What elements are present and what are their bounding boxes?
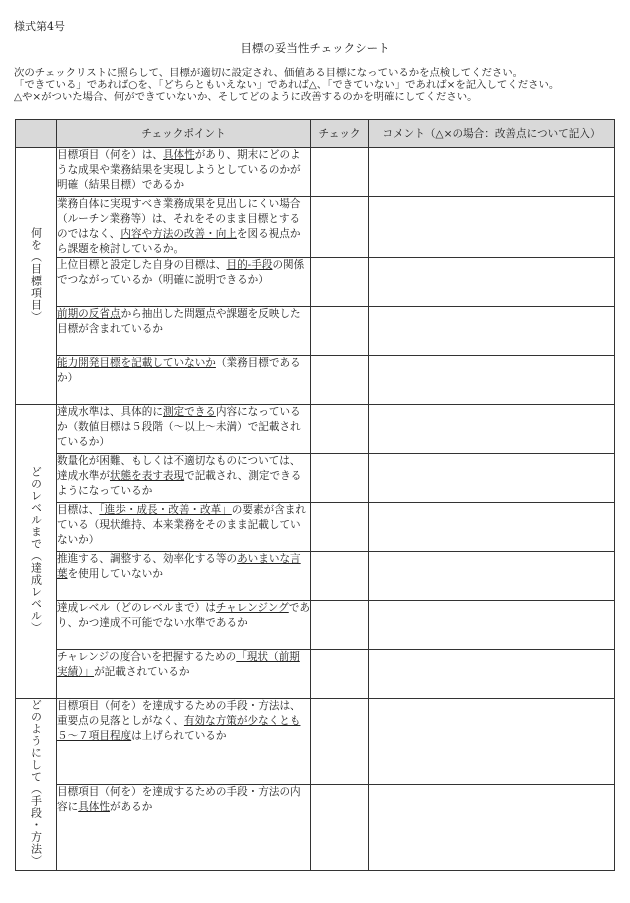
comment-cell[interactable] <box>369 785 615 871</box>
comment-cell[interactable] <box>369 197 615 258</box>
header-check-point: チェックポイント <box>57 120 311 148</box>
check-point-text: 前期の反省点から抽出した問題点や課題を反映した目標が含まれているか <box>57 307 311 356</box>
table-row <box>16 503 615 552</box>
category-label: 何を（目標項目） <box>29 226 43 323</box>
instruction-line-3: △や×がついた場合、何ができていないか、そしてどのように改善するのかを明確にしてください。 <box>14 91 478 104</box>
table-row <box>16 454 615 503</box>
category-label: どのレベルまで（達成レベル） <box>29 466 43 634</box>
table-row <box>16 148 615 197</box>
check-cell[interactable] <box>311 650 369 699</box>
page-title: 目標の妥当性チェックシート <box>240 41 390 55</box>
checklist-table <box>15 119 615 871</box>
comment-cell[interactable] <box>369 258 615 307</box>
table-row <box>16 785 615 871</box>
check-cell[interactable] <box>311 503 369 552</box>
check-point-text: 業務自体に実現すべき業務成果を見出しにくい場合（ルーチン業務等）は、それをそのまま目標とするのではなく、内容や方法の改善・向上を図る視点から課題を検討しているか。 <box>57 197 311 258</box>
table-row <box>16 197 615 258</box>
category-what <box>16 148 57 405</box>
check-point-text: 数量化が困難、もしくは不適切なものについては、達成水準が状態を表す表現で記載され、測定できるようになっているか <box>57 454 311 503</box>
table-row <box>16 258 615 307</box>
instruction-line-1: 次のチェックリストに照らして、目標が適切に設定され、価値ある目標になっているかを点検してください。 <box>14 67 524 79</box>
check-point-text: 達成レベル（どのレベルまで）はチャレンジングであり、かつ達成不可能でない水準であるか <box>57 601 311 650</box>
header-row <box>16 120 615 148</box>
check-cell[interactable] <box>311 454 369 503</box>
category-level <box>16 405 57 699</box>
comment-cell[interactable] <box>369 552 615 601</box>
header-blank <box>16 120 57 148</box>
table-row <box>16 307 615 356</box>
check-point-text: 推進する、調整する、効率化する等のあいまいな言葉を使用していないか <box>57 552 311 601</box>
comment-cell[interactable] <box>369 356 615 405</box>
check-point-text: 達成水準は、具体的に測定できる内容になっているか（数値目標は５段階（～以上～未満）で記載されているか） <box>57 405 311 454</box>
table-row <box>16 699 615 785</box>
check-cell[interactable] <box>311 405 369 454</box>
check-cell[interactable] <box>311 785 369 871</box>
check-point-text: チャレンジの度合いを把握するための「現状（前期実績）」が記載されているか <box>57 650 311 699</box>
check-cell[interactable] <box>311 552 369 601</box>
comment-cell[interactable] <box>369 503 615 552</box>
header-comment: コメント（△×の場合：改善点について記入） <box>369 120 615 148</box>
table-row <box>16 650 615 699</box>
check-cell[interactable] <box>311 356 369 405</box>
check-cell[interactable] <box>311 258 369 307</box>
category-how <box>16 699 57 871</box>
check-point-text: 上位目標と設定した自身の目標は、目的-手段の関係でつながっているか（明確に説明できるか） <box>57 258 311 307</box>
comment-cell[interactable] <box>369 307 615 356</box>
header-check: チェック <box>311 120 369 148</box>
check-point-text: 目標項目（何を）は、具体性があり、期末にどのような成果や業務結果を実現しようとしているのかが明確（結果目標）であるか <box>57 148 311 197</box>
table-row <box>16 356 615 405</box>
comment-cell[interactable] <box>369 650 615 699</box>
comment-cell[interactable] <box>369 699 615 785</box>
table-row <box>16 601 615 650</box>
instruction-line-2: 「できている」であれば○を、「どちらともいえない」であれば△、「できていない」であれば×を記入してください。 <box>14 79 560 92</box>
comment-cell[interactable] <box>369 405 615 454</box>
comment-cell[interactable] <box>369 601 615 650</box>
check-point-text: 能力開発目標を記載していないか（業務目標であるか） <box>57 356 311 405</box>
comment-cell[interactable] <box>369 148 615 197</box>
table-row <box>16 405 615 454</box>
instructions <box>14 67 559 104</box>
category-label: どのようにして（手段・方法） <box>29 699 43 867</box>
check-cell[interactable] <box>311 601 369 650</box>
check-cell[interactable] <box>311 307 369 356</box>
table-row <box>16 552 615 601</box>
check-cell[interactable] <box>311 148 369 197</box>
check-cell[interactable] <box>311 699 369 785</box>
check-point-text: 目標は、「進歩・成長・改善・改革」の要素が含まれている（現状維持、本来業務をそのまま記載していないか） <box>57 503 311 552</box>
check-point-text: 目標項目（何を）を達成するための手段・方法は、重要点の見落としがなく、有効な方策が少なくとも５～７項目程度は上げられているか <box>57 699 311 785</box>
form-number: 様式第4号 <box>14 20 65 33</box>
check-cell[interactable] <box>311 197 369 258</box>
check-point-text: 目標項目（何を）を達成するための手段・方法の内容に具体性があるか <box>57 785 311 871</box>
comment-cell[interactable] <box>369 454 615 503</box>
